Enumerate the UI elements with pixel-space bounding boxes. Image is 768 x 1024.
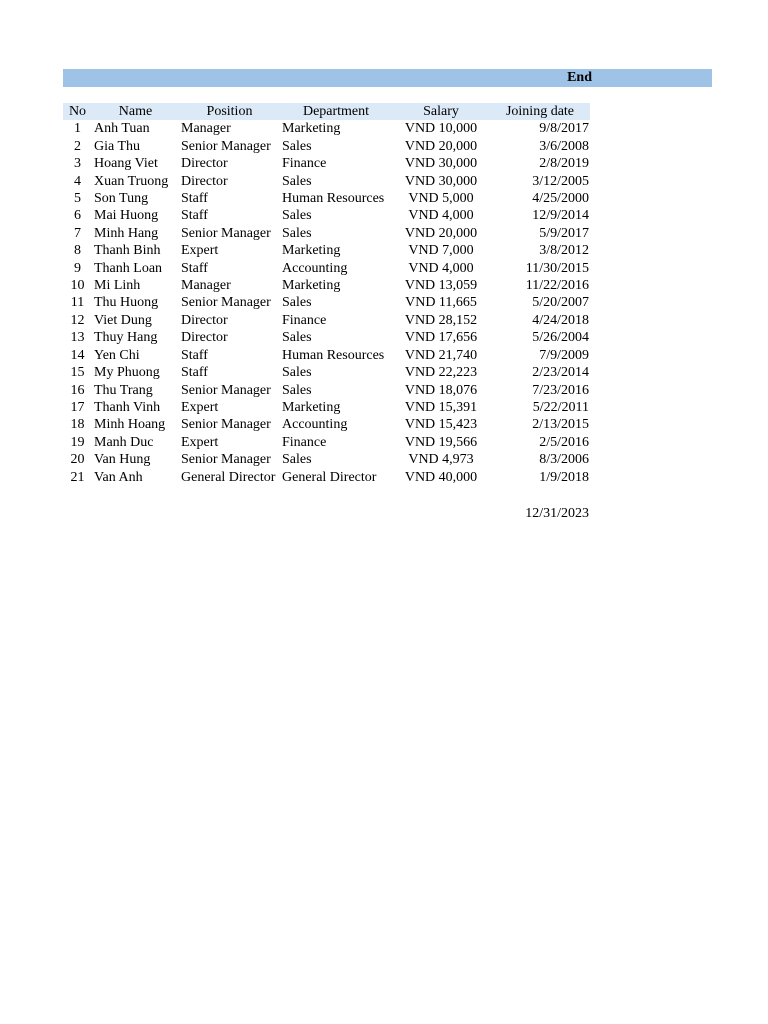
cell-no: 21 xyxy=(70,469,85,485)
title-bar xyxy=(63,69,712,87)
cell-joining-date: 3/12/2005 xyxy=(532,173,589,189)
cell-joining-date: 5/9/2017 xyxy=(539,225,589,241)
table-row xyxy=(63,260,590,277)
cell-no: 5 xyxy=(74,191,81,207)
cell-joining-date: 11/30/2015 xyxy=(525,260,589,276)
cell-position: Staff xyxy=(181,260,208,276)
table-row xyxy=(63,347,590,364)
table-row xyxy=(63,469,590,486)
cell-joining-date: 4/25/2000 xyxy=(532,191,589,207)
cell-no: 9 xyxy=(74,260,81,276)
table-row xyxy=(63,242,590,259)
cell-position: Senior Manager xyxy=(181,417,271,433)
page-title: End xyxy=(567,70,592,85)
cell-no: 4 xyxy=(74,173,81,189)
cell-no: 17 xyxy=(70,399,85,415)
cell-position: Expert xyxy=(181,399,219,415)
cell-department: Human Resources xyxy=(282,191,385,207)
cell-name: Xuan Truong xyxy=(94,173,169,189)
cell-no: 6 xyxy=(74,208,81,224)
table-row xyxy=(63,138,590,155)
cell-salary: VND 13,059 xyxy=(404,278,478,294)
cell-name: My Phuong xyxy=(94,365,160,381)
cell-department: Marketing xyxy=(282,399,341,415)
cell-name: Gia Thu xyxy=(94,138,141,154)
cell-name: Thuy Hang xyxy=(94,330,158,346)
cell-salary: VND 11,665 xyxy=(405,295,477,311)
cell-department: Sales xyxy=(282,330,312,346)
cell-position: Senior Manager xyxy=(181,452,271,468)
table-row xyxy=(63,155,590,172)
cell-salary: VND 19,566 xyxy=(404,434,478,450)
table-row xyxy=(63,399,590,416)
cell-no: 12 xyxy=(70,312,85,328)
cell-joining-date: 3/6/2008 xyxy=(539,138,589,154)
table-body xyxy=(63,120,590,486)
table-row xyxy=(63,173,590,190)
table-row xyxy=(63,277,590,294)
cell-salary: VND 20,000 xyxy=(404,225,478,241)
cell-name: Anh Tuan xyxy=(94,121,150,137)
cell-no: 20 xyxy=(70,452,85,468)
cell-joining-date: 5/22/2011 xyxy=(532,399,589,415)
cell-salary: VND 15,391 xyxy=(404,399,478,415)
cell-position: Staff xyxy=(181,208,208,224)
table-row xyxy=(63,451,590,468)
cell-position: Director xyxy=(181,156,228,172)
cell-position: Senior Manager xyxy=(181,225,271,241)
cell-department: Sales xyxy=(282,295,312,311)
table-row xyxy=(63,434,590,451)
cell-salary: VND 22,223 xyxy=(404,365,478,381)
cell-no: 10 xyxy=(70,278,85,294)
cell-no: 13 xyxy=(70,330,85,346)
cell-salary: VND 4,000 xyxy=(408,208,474,224)
cell-no: 3 xyxy=(74,156,81,172)
cell-no: 16 xyxy=(70,382,85,398)
table-row xyxy=(63,329,590,346)
cell-salary: VND 10,000 xyxy=(404,121,478,137)
table-row xyxy=(63,382,590,399)
cell-department: Human Resources xyxy=(282,347,385,363)
cell-joining-date: 2/5/2016 xyxy=(539,434,589,450)
cell-joining-date: 2/8/2019 xyxy=(539,156,589,172)
cell-joining-date: 5/26/2004 xyxy=(532,330,589,346)
cell-name: Son Tung xyxy=(94,191,149,207)
cell-joining-date: 2/13/2015 xyxy=(532,417,589,433)
cell-department: Sales xyxy=(282,173,312,189)
cell-name: Thanh Binh xyxy=(94,243,161,259)
column-header-position: Position xyxy=(179,103,280,120)
cell-name: Thanh Loan xyxy=(94,260,163,276)
cell-position: Senior Manager xyxy=(181,295,271,311)
table-row xyxy=(63,207,590,224)
cell-no: 8 xyxy=(74,243,81,259)
cell-name: Van Anh xyxy=(94,469,143,485)
cell-no: 14 xyxy=(70,347,85,363)
cell-department: Marketing xyxy=(282,243,341,259)
table-row xyxy=(63,120,590,137)
cell-salary: VND 4,973 xyxy=(408,452,474,468)
cell-salary: VND 20,000 xyxy=(404,138,478,154)
cell-name: Thu Trang xyxy=(94,382,153,398)
cell-joining-date: 3/8/2012 xyxy=(539,243,589,259)
cell-position: General Director xyxy=(181,469,276,485)
cell-salary: VND 18,076 xyxy=(404,382,478,398)
cell-position: Senior Manager xyxy=(181,138,271,154)
cell-salary: VND 7,000 xyxy=(408,243,474,259)
cell-joining-date: 7/9/2009 xyxy=(539,347,589,363)
cell-department: Finance xyxy=(282,312,327,328)
cell-no: 19 xyxy=(70,434,85,450)
cell-joining-date: 4/24/2018 xyxy=(532,312,589,328)
cell-department: Marketing xyxy=(282,121,341,137)
cell-department: Accounting xyxy=(282,260,348,276)
column-header-salary: Salary xyxy=(392,103,490,120)
cell-position: Director xyxy=(181,173,228,189)
column-header-joining-date: Joining date xyxy=(490,103,590,120)
cell-department: Finance xyxy=(282,156,327,172)
cell-department: Sales xyxy=(282,225,312,241)
table-row xyxy=(63,416,590,433)
cell-position: Director xyxy=(181,330,228,346)
cell-no: 15 xyxy=(70,365,85,381)
cell-name: Hoang Viet xyxy=(94,156,158,172)
cell-department: Sales xyxy=(282,452,312,468)
cell-department: General Director xyxy=(282,469,377,485)
cell-position: Director xyxy=(181,312,228,328)
cell-joining-date: 9/8/2017 xyxy=(539,121,589,137)
cell-no: 11 xyxy=(70,295,85,311)
cell-department: Sales xyxy=(282,208,312,224)
cell-name: Minh Hang xyxy=(94,225,159,241)
table-row xyxy=(63,225,590,242)
cell-name: Thu Huong xyxy=(94,295,159,311)
cell-department: Sales xyxy=(282,365,312,381)
table-row xyxy=(63,364,590,381)
cell-no: 1 xyxy=(74,121,81,137)
cell-joining-date: 8/3/2006 xyxy=(539,452,589,468)
cell-joining-date: 12/9/2014 xyxy=(532,208,589,224)
cell-position: Manager xyxy=(181,121,231,137)
cell-department: Sales xyxy=(282,382,312,398)
table-header-row xyxy=(63,103,590,120)
table-row xyxy=(63,294,590,311)
cell-position: Staff xyxy=(181,191,208,207)
cell-joining-date: 7/23/2016 xyxy=(532,382,589,398)
cell-salary: VND 30,000 xyxy=(404,173,478,189)
cell-position: Expert xyxy=(181,243,219,259)
cell-name: Mai Huong xyxy=(94,208,159,224)
cell-department: Sales xyxy=(282,138,312,154)
cell-joining-date: 5/20/2007 xyxy=(532,295,589,311)
cell-no: 2 xyxy=(74,138,81,154)
cell-name: Yen Chi xyxy=(94,347,140,363)
employee-table xyxy=(63,103,590,486)
cell-position: Expert xyxy=(181,434,219,450)
cell-name: Viet Dung xyxy=(94,312,152,328)
column-header-no: No xyxy=(63,103,92,120)
cell-salary: VND 28,152 xyxy=(404,312,478,328)
cell-position: Staff xyxy=(181,347,208,363)
cell-name: Van Hung xyxy=(94,452,151,468)
cell-joining-date: 11/22/2016 xyxy=(525,278,589,294)
column-header-name: Name xyxy=(92,103,179,120)
cell-salary: VND 17,656 xyxy=(404,330,478,346)
cell-salary: VND 40,000 xyxy=(404,469,478,485)
cell-department: Finance xyxy=(282,434,327,450)
cell-department: Accounting xyxy=(282,417,348,433)
footer-date: 12/31/2023 xyxy=(525,506,589,521)
cell-position: Senior Manager xyxy=(181,382,271,398)
cell-department: Marketing xyxy=(282,278,341,294)
cell-no: 7 xyxy=(74,225,81,241)
cell-name: Minh Hoang xyxy=(94,417,166,433)
table-row xyxy=(63,312,590,329)
cell-position: Manager xyxy=(181,278,231,294)
cell-salary: VND 4,000 xyxy=(408,260,474,276)
cell-joining-date: 2/23/2014 xyxy=(532,365,589,381)
cell-no: 18 xyxy=(70,417,85,433)
cell-salary: VND 30,000 xyxy=(404,156,478,172)
cell-name: Manh Duc xyxy=(94,434,154,450)
cell-salary: VND 5,000 xyxy=(408,191,474,207)
cell-name: Mi Linh xyxy=(94,278,141,294)
cell-salary: VND 15,423 xyxy=(404,417,478,433)
table-row xyxy=(63,190,590,207)
cell-position: Staff xyxy=(181,365,208,381)
cell-name: Thanh Vinh xyxy=(94,399,161,415)
cell-joining-date: 1/9/2018 xyxy=(539,469,589,485)
column-header-department: Department xyxy=(280,103,392,120)
cell-salary: VND 21,740 xyxy=(404,347,478,363)
